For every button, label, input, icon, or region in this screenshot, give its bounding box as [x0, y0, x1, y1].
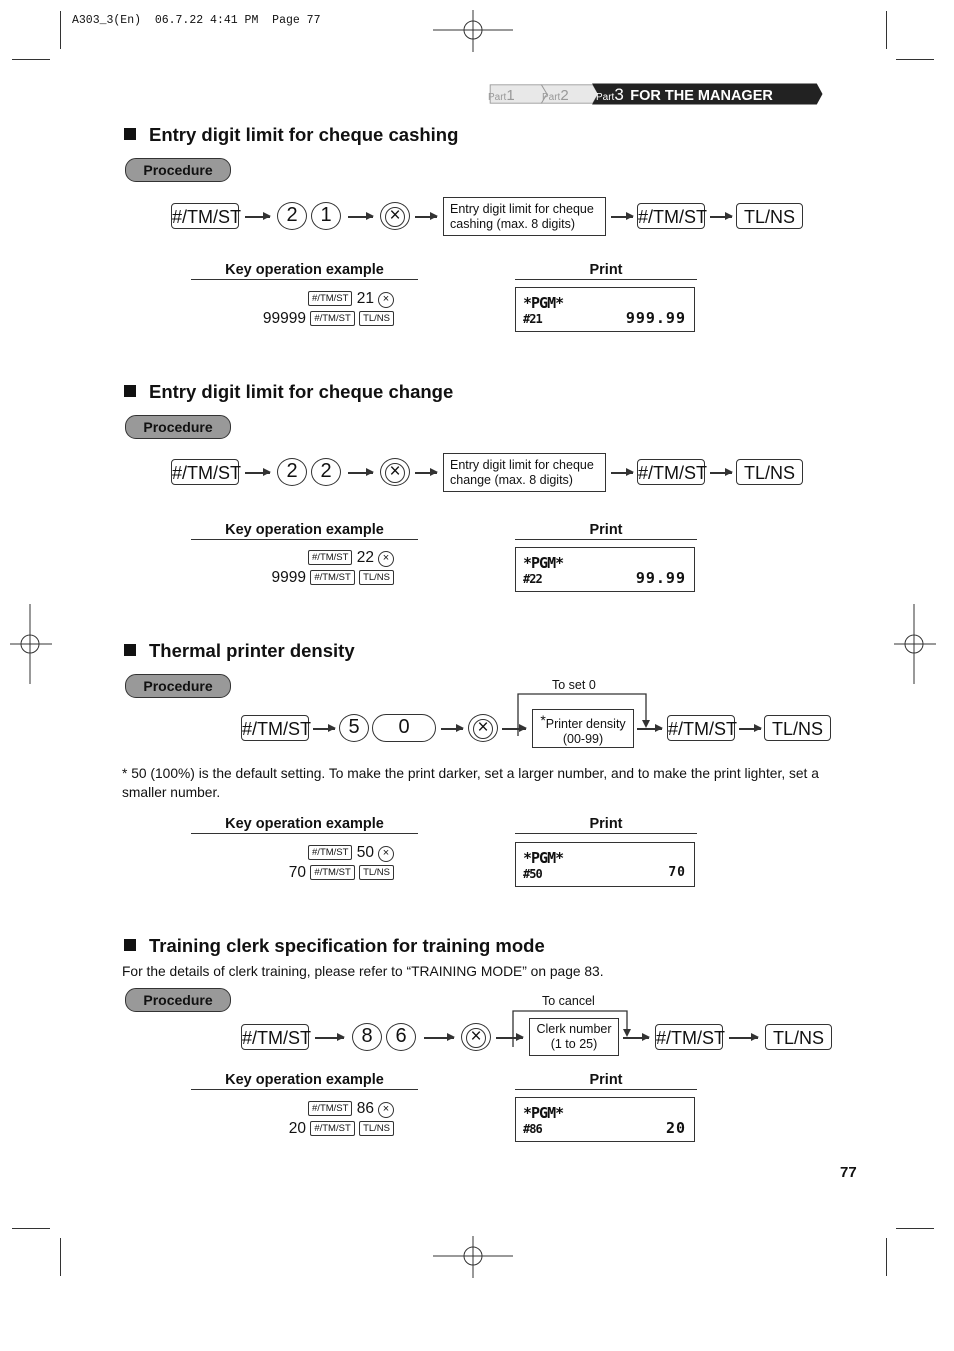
receipt: *PGM* #22 99.99 [515, 547, 695, 592]
example-line: #/TM/ST 22 × [308, 549, 394, 567]
tlns-key: TL/NS [736, 459, 803, 485]
tmst-key: #/TM/ST [637, 459, 705, 485]
arrow [729, 1037, 758, 1039]
receipt: *PGM* #50 70 [515, 842, 695, 887]
arrow [637, 728, 662, 730]
arrow [502, 728, 526, 730]
tmst-key: #/TM/ST [241, 1024, 309, 1050]
to-cancel-label: To cancel [542, 994, 595, 1008]
arrow [611, 472, 633, 474]
receipt: *PGM* #86 20 [515, 1097, 695, 1142]
arrow [415, 472, 437, 474]
crop-mark [896, 59, 934, 60]
example-line: 70 #/TM/ST TL/NS [289, 864, 394, 882]
arrow [424, 1037, 454, 1039]
arrow [315, 1037, 344, 1039]
key-op-heading: Key operation example [191, 1072, 418, 1090]
crop-mark [886, 11, 887, 49]
page-number: 77 [840, 1164, 857, 1181]
example-line: #/TM/ST 86 × [308, 1100, 394, 1118]
tmst-key: #/TM/ST [171, 459, 239, 485]
example-line: 20 #/TM/ST TL/NS [289, 1120, 394, 1138]
procedure-label: Procedure [125, 988, 231, 1012]
tmst-key: #/TM/ST [171, 203, 239, 229]
print-heading: Print [515, 262, 697, 280]
print-heading: Print [515, 522, 697, 540]
multiply-key-icon [461, 1023, 491, 1051]
arrow [245, 216, 270, 218]
key-op-heading: Key operation example [191, 262, 418, 280]
digit-key: 1 [311, 202, 341, 230]
tmst-key: #/TM/ST [637, 203, 705, 229]
multiply-icon: × [378, 551, 394, 567]
tab-part1[interactable]: Part1 [488, 87, 515, 104]
tmst-key: #/TM/ST [241, 715, 309, 741]
tlns-key: TL/NS [736, 203, 803, 229]
bullet-square-icon [124, 385, 136, 397]
print-heading: Print [515, 816, 697, 834]
section-title: Training clerk specification for training mode [124, 935, 545, 957]
arrow [245, 472, 270, 474]
arrow [623, 1037, 649, 1039]
crop-mark [60, 1238, 61, 1276]
crop-mark [60, 11, 61, 49]
bullet-square-icon [124, 644, 136, 656]
tab-part2[interactable]: Part2 [542, 87, 569, 104]
to-set-label: To set 0 [552, 678, 596, 692]
arrow [710, 216, 732, 218]
section-title: Entry digit limit for cheque change [124, 381, 453, 403]
registration-mark [894, 604, 936, 684]
bullet-square-icon [124, 939, 136, 951]
digit-key: 6 [386, 1023, 416, 1051]
arrow [348, 216, 373, 218]
tmst-key: #/TM/ST [667, 715, 735, 741]
example-line: 9999 #/TM/ST TL/NS [272, 569, 394, 587]
registration-mark [10, 604, 52, 684]
digit-key: 0 [372, 714, 436, 742]
bullet-square-icon [124, 128, 136, 140]
crop-mark [896, 1228, 934, 1229]
multiply-icon: × [378, 846, 394, 862]
registration-mark [433, 10, 513, 52]
arrow [611, 216, 633, 218]
section-title: Thermal printer density [124, 640, 355, 662]
tmst-key: #/TM/ST [655, 1024, 723, 1050]
print-heading: Print [515, 1072, 697, 1090]
input-description-box: Entry digit limit for cheque change (max. 8 digits) [443, 453, 606, 492]
example-line: #/TM/ST 21 × [308, 290, 394, 308]
digit-key: 2 [277, 458, 307, 486]
input-description-box: Entry digit limit for cheque cashing (max. 8 digits) [443, 197, 606, 236]
tlns-key: TL/NS [764, 715, 831, 741]
arrow [313, 728, 335, 730]
arrow [739, 728, 761, 730]
tab-part3[interactable]: Part3 FOR THE MANAGER [596, 85, 773, 104]
example-line: 99999 #/TM/ST TL/NS [263, 310, 394, 328]
footnote: * 50 (100%) is the default setting. To make the print darker, set a larger number, and to make the print lighter, set a smaller number. [122, 766, 819, 800]
crop-mark [886, 1238, 887, 1276]
procedure-label: Procedure [125, 674, 231, 698]
digit-key: 8 [352, 1023, 382, 1051]
crop-mark [12, 59, 50, 60]
multiply-icon: × [378, 292, 394, 308]
arrow [496, 1037, 523, 1039]
intro-text: For the details of clerk training, please refer to “TRAINING MODE” on page 83. [122, 964, 604, 979]
arrow [415, 216, 437, 218]
tlns-key: TL/NS [765, 1024, 832, 1050]
procedure-label: Procedure [125, 415, 231, 439]
multiply-icon: × [378, 1102, 394, 1118]
key-op-heading: Key operation example [191, 816, 418, 834]
input-description-box: *Printer density (00-99) [532, 709, 634, 748]
print-slug: A303_3(En) 06.7.22 4:41 PM Page 77 [72, 14, 321, 27]
multiply-key-icon [380, 458, 410, 486]
crop-mark [12, 1228, 50, 1229]
receipt: *PGM* #21 999.99 [515, 287, 695, 332]
multiply-key-icon [380, 202, 410, 230]
procedure-label: Procedure [125, 158, 231, 182]
key-op-heading: Key operation example [191, 522, 418, 540]
input-description-box: Clerk number (1 to 25) [529, 1018, 619, 1056]
digit-key: 2 [277, 202, 307, 230]
digit-key: 5 [339, 714, 369, 742]
section-title: Entry digit limit for cheque cashing [124, 124, 458, 146]
arrow [441, 728, 463, 730]
arrow [710, 472, 732, 474]
multiply-key-icon [468, 714, 498, 742]
arrow [348, 472, 373, 474]
digit-key: 2 [311, 458, 341, 486]
example-line: #/TM/ST 50 × [308, 844, 394, 862]
registration-mark [433, 1236, 513, 1278]
